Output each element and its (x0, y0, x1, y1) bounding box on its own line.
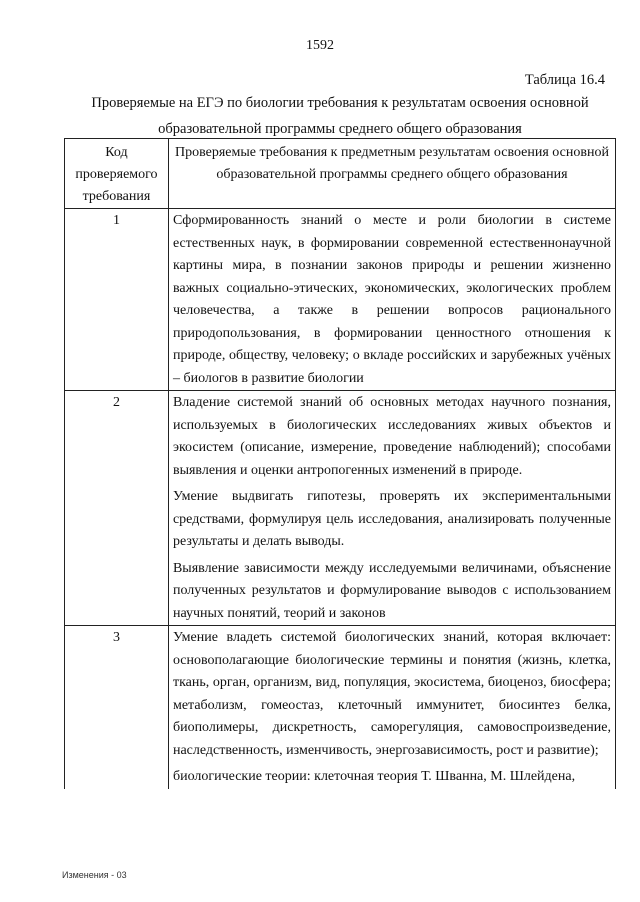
table-header-row (65, 139, 616, 209)
header-requirement: Проверяемые требования к предметным результатам освоения основной образовательной программы среднего общего образования (168, 139, 615, 209)
page-footer: Изменения - 03 (62, 870, 127, 880)
row-requirement (168, 209, 615, 391)
requirement-paragraph: Выявление зависимости между исследуемыми величинами, объяснение полученных результатов и формулирование выводов с использованием научных понятий, теорий и законов (172, 560, 611, 621)
requirement-paragraph: Владение системой знаний об основных методах научного познания, используемых в биологических исследованиях живых объектов и экосистем (описание, измерение, проведение наблюдений); способами выявления и оценки антропогенных изменений в природе. (172, 395, 611, 478)
requirement-paragraph: биологические теории: клеточная теория Т. Шванна, М. Шлейдена, (172, 769, 576, 784)
row-requirement (168, 626, 615, 789)
row-requirement (168, 391, 615, 626)
row-code: 3 (65, 626, 169, 789)
row-code: 1 (65, 209, 169, 391)
requirements-table (64, 138, 616, 789)
requirement-paragraph: Умение выдвигать гипотезы, проверять их экспериментальными средствами, формулируя цель исследования, анализировать полученные результаты и делать выводы. (172, 489, 611, 549)
table-label: Таблица 16.4 (524, 72, 605, 88)
requirement-paragraph: Умение владеть системой биологических знаний, которая включает: основополагающие биологические термины и понятия (жизнь, клетка, ткань, орган, организм, вид, популяция, экосистема, биоценоз, биосфера; метаболизм, гомеостаз, клеточный иммунитет, биосинтез белка, биополимеры, дискретность, саморегуляция, самовоспроизведение, наследственность, изменчивость, энергозависимость, рост и развитие); (172, 630, 611, 758)
requirement-paragraph: Сформированность знаний о месте и роли биологии в системе естественных наук, в формировании современной естественнонаучной картины мира, в познании законов природы и решении жизненно важных социально-этических, экономических, экологических проблем человечества, а также в решении вопросов рационального природопользования, в формировании ценностного отношения к природе, обществу, человеку; о вкладе российских и зарубежных учёных – биологов в развитие биологии (172, 213, 611, 386)
page-number: 1592 (306, 38, 334, 53)
table-row (65, 209, 616, 391)
header-code: Код проверяемого требования (65, 139, 169, 209)
table-row (65, 626, 616, 789)
table-caption: Проверяемые на ЕГЭ по биологии требования к результатам освоения основной образовательной программы среднего общего образования (91, 95, 589, 137)
row-code: 2 (65, 391, 169, 626)
table-row (65, 391, 616, 626)
